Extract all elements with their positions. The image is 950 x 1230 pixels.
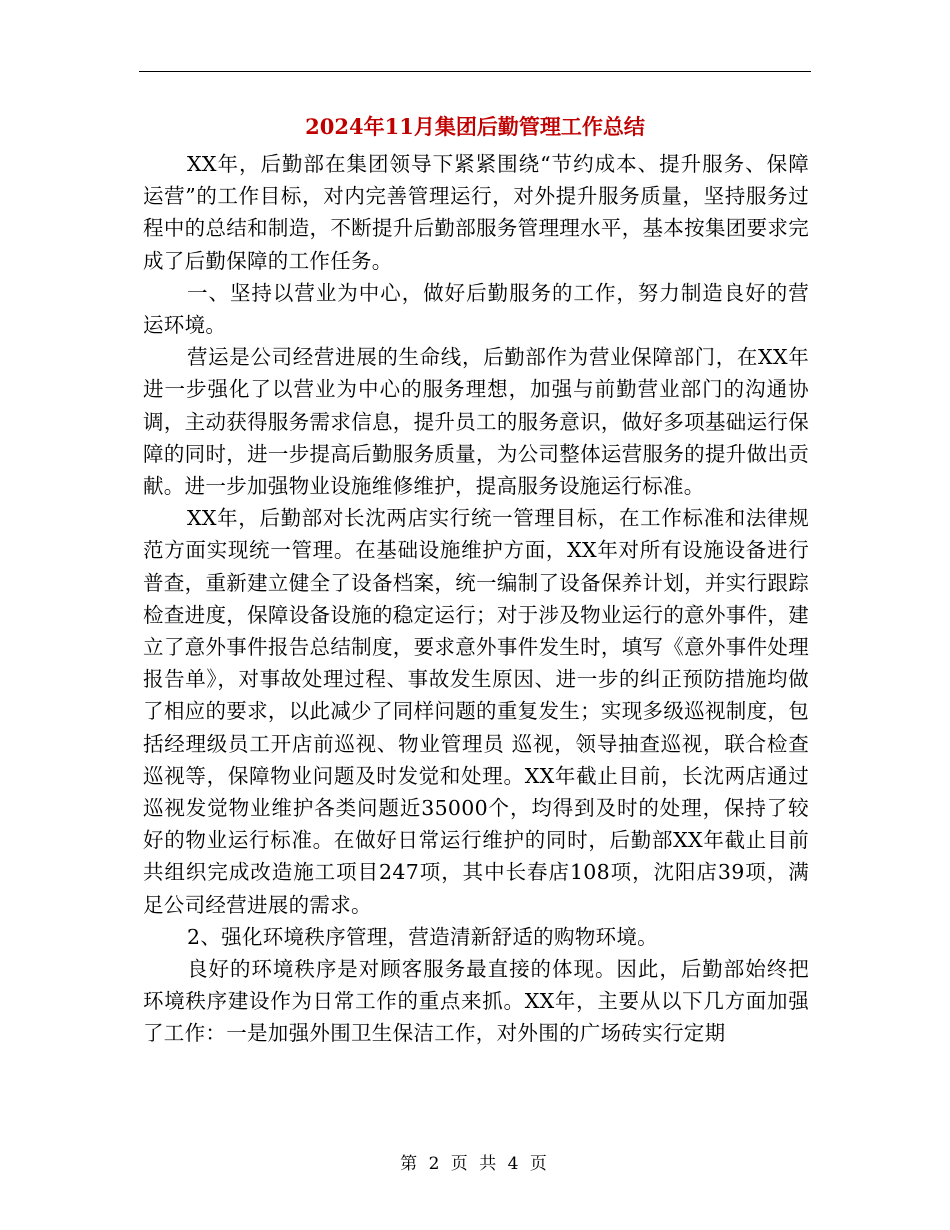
paragraph-operations: 营运是公司经营进展的生命线，后勤部作为营业保障部门，在XX年进一步强化了以营业为中心的服务理想，加强与前勤营业部门的沟通协调，主动获得服务需求信息，提升员工的服务意识，做好多项基础运行保障的同时，进一步提高后勤服务质量，为公司整体运营服务的提升做出贡献。进一步加强物业设施维修维护，提高服务设施运行标准。 [143, 345, 809, 499]
page-number-footer: 第 2 页 共 4 页 [400, 1154, 550, 1174]
paragraph-section-2-heading: 2、强化环境秩序管理，营造清新舒适的购物环境。 [187, 924, 658, 949]
paragraph-environment: 良好的环境秩序是对顾客服务最直接的体现。因此，后勤部始终把环境秩序建设作为日常工作的重点来抓。XX年，主要从以下几方面加强了工作：一是加强外围卫生保洁工作，对外围的广场砖实行定期 [143, 957, 809, 1046]
paragraph-section-1-heading: 一、坚持以营业为中心，做好后勤服务的工作，努力制造良好的营运环境。 [143, 280, 809, 338]
document-title: 2024年11月集团后勤管理工作总结 [305, 114, 645, 139]
document-body [143, 148, 809, 1050]
header-rule [139, 71, 811, 72]
paragraph-intro: XX年，后勤部在集团领导下紧紧围绕“节约成本、提升服务、保障运营”的工作目标，对内完善管理运行，对外提升服务质量，坚持服务过程中的总结和制造，不断提升后勤部服务管理理水平，基本按集团要求完成了后勤保障的工作任务。 [143, 152, 809, 273]
paragraph-facility-management: XX年，后勤部对长沈两店实行统一管理目标，在工作标准和法律规范方面实现统一管理。在基础设施维护方面，XX年对所有设施设备进行普查，重新建立健全了设备档案，统一编制了设备保养计划，并实行跟踪检查进度，保障设备设施的稳定运行；对于涉及物业运行的意外事件，建立了意外事件报告总结制度，要求意外事件发生时，填写《意外事件处理报告单》，对事故处理过程、事故发生原因、进一步的纠正预防措施均做了相应的要求，以此减少了同样问题的重复发生；实现多级巡视制度，包括经理级员工开店前巡视、物业管理员 巡视，领导抽查巡视，联合检查巡视等，保障物业问题及时发觉和处理。XX年截止目前，长沈两店通过巡视发觉物业维护各类问题近35000个，均得到及时的处理，保持了较好的物业运行标准。在做好日常运行维护的同时，后勤部XX年截止目前共组织完成改造施工项目247项，其中长春店108项，沈阳店39项，满足公司经营进展的需求。 [143, 506, 809, 917]
